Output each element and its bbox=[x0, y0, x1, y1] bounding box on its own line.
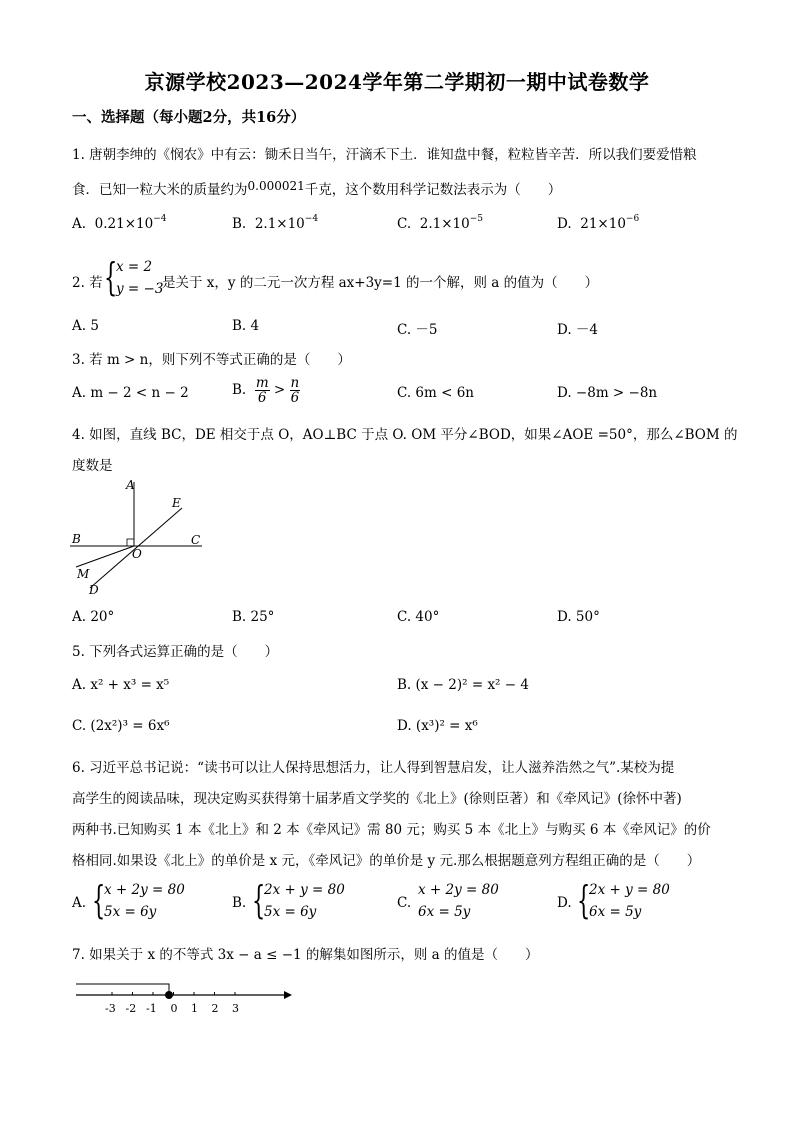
label-o: O bbox=[132, 547, 142, 561]
q6-option-a-label: A. bbox=[72, 895, 87, 911]
tick-label: -2 bbox=[125, 1002, 137, 1015]
q7-number-line bbox=[72, 976, 302, 1020]
label-c: C bbox=[191, 533, 201, 547]
label-m: M bbox=[77, 567, 90, 581]
page-title: 京源学校2023—2024学年第二学期初一期中试卷数学 bbox=[144, 70, 650, 94]
label-e: E bbox=[172, 496, 181, 510]
q1-value: 0.000021 bbox=[247, 179, 305, 193]
q2-option-c: C. －5 bbox=[397, 322, 438, 338]
q6-line1: 6. 习近平总书记说：“读书可以让人保持思想活力，让人得到智慧启发，让人滋养浩然之气”.某校为提 bbox=[72, 760, 675, 776]
q5-option-b: B. (x − 2)² = x² − 4 bbox=[397, 677, 529, 693]
q4-geometry-figure bbox=[66, 474, 216, 600]
axis-arrowhead bbox=[284, 991, 292, 999]
q5-option-a: A. x² + x³ = x⁵ bbox=[72, 677, 170, 693]
q3-option-a: A. m − 2 < n − 2 bbox=[72, 385, 189, 401]
q4-option-a: A. 20° bbox=[72, 609, 115, 625]
tick-label: 1 bbox=[191, 1002, 198, 1015]
q4-option-d: D. 50° bbox=[557, 609, 600, 625]
q2-option-b: B. 4 bbox=[232, 318, 260, 334]
ray-om bbox=[76, 546, 134, 567]
q2-prefix: 2. 若 bbox=[72, 275, 103, 291]
q2-option-a: A. 5 bbox=[72, 318, 99, 334]
q6-option-d-label: D. bbox=[557, 895, 572, 911]
q6-line2: 高学生的阅读品味，现决定购买获得第十届茅盾文学奖的《北上》(徐则臣著）和《牵风记》(徐怀中著) bbox=[72, 791, 682, 807]
q1-line2 bbox=[72, 178, 561, 198]
q4-line1: 4. 如图，直线 BC，DE 相交于点 O，AO⊥BC 于点 O. OM 平分∠BOD，如果∠AOE =50°，那么∠BOM 的 bbox=[72, 427, 738, 443]
tick-label: -1 bbox=[146, 1002, 157, 1015]
tick-label: 2 bbox=[211, 1002, 219, 1015]
solid-endpoint bbox=[165, 991, 173, 999]
q3-option-d: D. −8m > −8n bbox=[557, 385, 658, 401]
q7-text: 7. 如果关于 x 的不等式 3x − a ≤ −1 的解集如图所示，则 a 的值是（ ） bbox=[72, 947, 539, 963]
q6-option-b-label: B. bbox=[232, 895, 247, 911]
tick-label: -3 bbox=[105, 1002, 116, 1015]
q5-text: 5. 下列各式运算正确的是（ ） bbox=[72, 644, 279, 660]
q3-option-b: B. $\frac{m}{6}$ > $\frac{n}{6}$ bbox=[232, 375, 300, 406]
label-b: B bbox=[72, 532, 81, 546]
label-d: D bbox=[89, 583, 99, 597]
q1-option-c: C. $2.1\times 10^{-5}$ bbox=[397, 214, 483, 232]
right-angle-mark bbox=[127, 539, 134, 546]
q5-option-d: D. (x³)² = x⁶ bbox=[397, 718, 478, 734]
q3-text: 3. 若 m > n，则下列不等式正确的是（ ） bbox=[72, 352, 351, 368]
tick-label: 0 bbox=[170, 1002, 178, 1015]
q5-option-c: C. (2x²)³ = 6x⁶ bbox=[72, 718, 170, 734]
q2-option-d: D. －4 bbox=[557, 322, 599, 338]
q4-option-b: B. 25° bbox=[232, 609, 275, 625]
q4-option-c: C. 40° bbox=[397, 609, 440, 625]
q1-option-b: B. $2.1\times 10^{-4}$ bbox=[232, 214, 319, 232]
label-a: A bbox=[126, 478, 135, 492]
q4-line2: 度数是 bbox=[72, 458, 113, 474]
q1-option-a: A. $0.21\times 10^{-4}$ bbox=[72, 214, 167, 232]
q1-text-a: 食．已知一粒大米的质量约为 bbox=[72, 182, 248, 198]
q2-text: 是关于 x，y 的二元一次方程 ax+3y=1 的一个解，则 a 的值为（ ） bbox=[162, 275, 599, 291]
exam-page: 京源学校2023—2024学年第二学期初一期中试卷数学 一、选择题（每小题2分，共16分） 1. 唐朝李绅的《悯农》中有云：锄禾日当午，汗滴禾下土．谁知盘中餐，粒粒皆辛苦．所以我们要爱惜粮 食．已知一粒大米的质量约为0.000021千克，这个数用科学记数法表示为（ ） A. $0.21\times 10^{-4}$ B. $2.1\times 10^{-4}$ C. $2.1\times 10^{-5}$ D. $21\times 10^{-6}$ 2. 若 { x = 2 y = −3 是关于 x，y 的二元一次方程 ax+3y=1 的一个解，则 a 的值为（ ） A. 5 B. 4 C. －5 D. －4 3. 若 m > n，则下列不等式正确的是（ ） A. m − 2 < n − 2 B. $\frac{m}{6}$ > $\frac{n}{6}$ C. 6m < 6n D. −8m > −8n 4. 如图，直线 BC，DE 相交于点 O，AO⊥BC 于点 O. OM 平分∠BOD，如果∠AOE =50°，那么∠BOM 的 度数是 A E B C O M D A. 20° B. 25° C. 40° D. 50° 5. 下列各式运算正确的是（ ） A. x² + x³ = x⁵ B. (x − 2)² = x² − 4 C. (2x²)³ = 6x⁶ D. (x³)² = x⁶ 6. 习近平总书记说：“读书可以让人保持思想活力，让人得到智慧启发，让人滋养浩然之气”.某校为提 高学生的阅读品味，现决定购买获得第十届茅盾文学奖的《北上》(徐则臣著）和《牵风记》(徐怀中著) 两种书.已知购买 1 本《北上》和 2 本《牵风记》需 80 元；购买 5 本《北上》与购买 6 本《牵风记》的价 格相同.如果设《北上》的单价是 x 元，《牵风记》的单价是 y 元.那么根据题意列方程组正确的是（ ） A. { x + 2y = 80 5x = 6y B. { 2x + y = 80 5x = 6y C. x + 2y = 80 6x = 5y D. { 2x + y = 80 6x = 5y 7. 如果关于 x 的不等式 3x − a ≤ −1 的解集如图所示，则 a 的值是（ ） -3 -2 -1 0 1 2 3 bbox=[0, 0, 794, 1123]
q3-option-c: C. 6m < 6n bbox=[397, 385, 474, 401]
tick-label: 3 bbox=[232, 1002, 239, 1015]
section-heading: 一、选择题（每小题2分，共16分） bbox=[72, 109, 306, 126]
q1-line1: 1. 唐朝李绅的《悯农》中有云：锄禾日当午，汗滴禾下土．谁知盘中餐，粒粒皆辛苦．所以我们要爱惜粮 bbox=[72, 147, 697, 163]
q6-line3: 两种书.已知购买 1 本《北上》和 2 本《牵风记》需 80 元；购买 5 本《北上》与购买 6 本《牵风记》的价 bbox=[72, 822, 711, 838]
q1-text-b: 千克，这个数用科学记数法表示为（ ） bbox=[304, 182, 562, 198]
q6-option-c-label: C. bbox=[397, 895, 412, 911]
q1-option-d: D. $21\times 10^{-6}$ bbox=[557, 214, 640, 232]
q2-eq2: y = −3 bbox=[116, 281, 164, 297]
q2-eq1: x = 2 bbox=[116, 259, 153, 275]
q6-line4: 格相同.如果设《北上》的单价是 x 元，《牵风记》的单价是 y 元.那么根据题意列方程组正确的是（ ） bbox=[72, 853, 701, 869]
solution-arrow bbox=[76, 984, 169, 995]
